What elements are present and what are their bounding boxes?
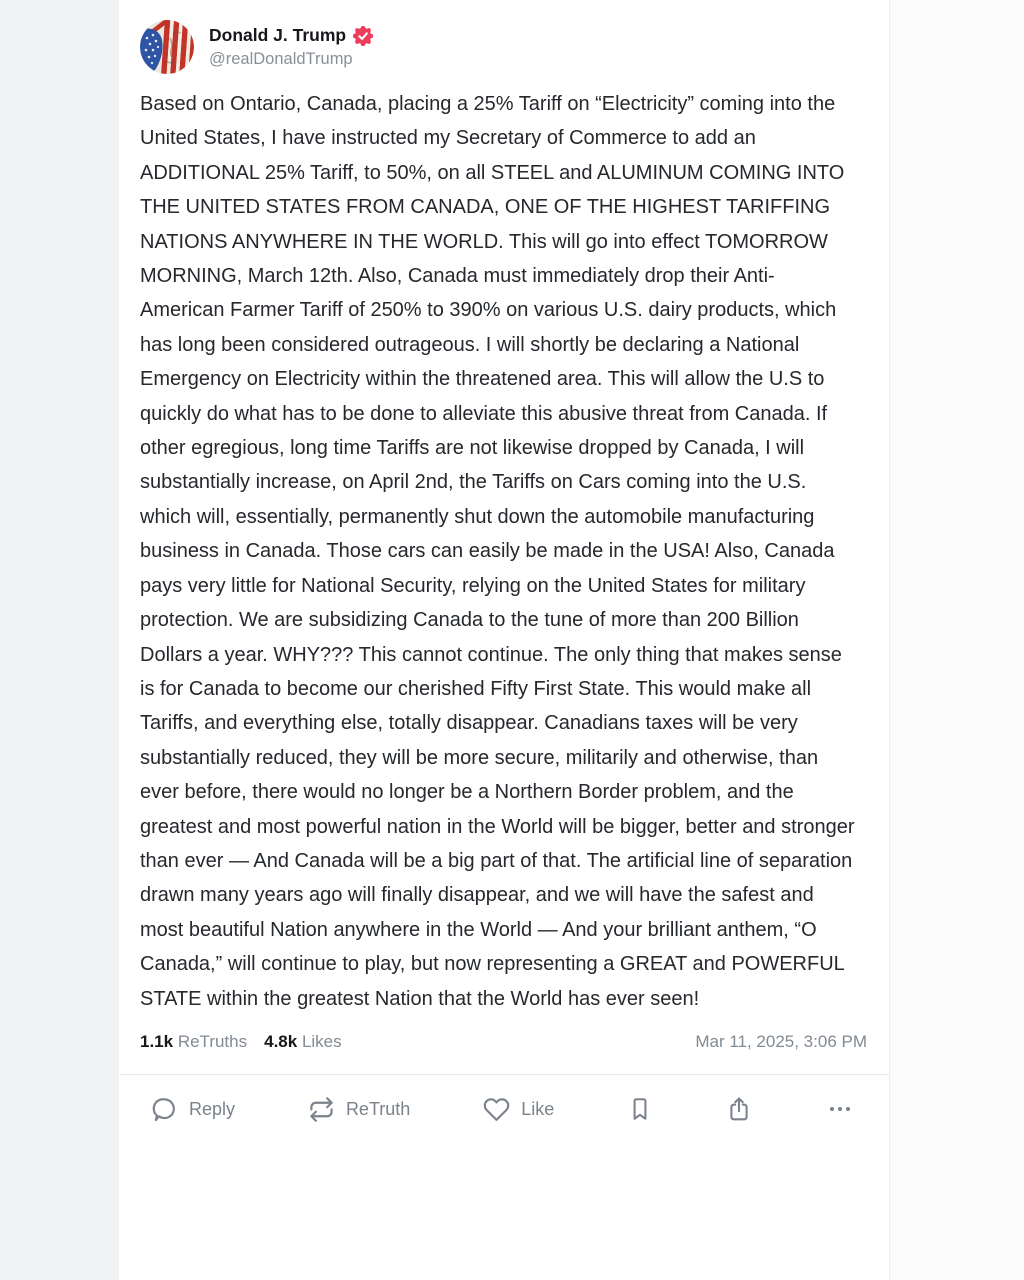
retruths-count: 1.1k — [140, 1031, 174, 1051]
ellipsis-icon — [825, 1097, 855, 1121]
retruths-stat[interactable] — [140, 1032, 247, 1052]
bookmark-icon — [627, 1096, 653, 1122]
author-name-row — [209, 25, 373, 46]
post-body-text: Based on Ontario, Canada, placing a 25% Tariff on “Electricity” coming into the United States, I have instructed my Secretary of Commerce to add an ADDITIONAL 25% Tariff, to 50%, on all STEEL and ALUMINUM COMING INTO THE UNITED STATES FROM CANADA, ONE OF THE HIGHEST TARIFFING NATIONS ANYWHERE IN THE WORLD. This will go into effect TOMORROW MORNING, March 12th. Also, Canada must immediately drop their Anti-American Farmer Tariff of 250% to 390% on various U.S. dairy products, which has long been considered outrageous. I will shortly be declaring a National Emergency on Electricity within the threatened area. This will allow the U.S to quickly do what has to be done to alleviate this abusive threat from Canada. If other egregious, long time Tariffs are not likewise dropped by Canada, I will substantially increase, on April 2nd, the Tariffs on Cars coming into the U.S. which will, essentially, permanently shut down the automobile manufacturing business in Canada. Those cars can easily be made in the USA! Also, Canada pays very little for National Security, relying on the United States for military protection. We are subsidizing Canada to the tune of more than 200 Billion Dollars a year. WHY??? This cannot continue. The only thing that makes sense is for Canada to become our cherished Fifty First State. This would make all Tariffs, and everything else, totally disappear. Canadians taxes will be very substantially reduced, they will be more secure, militarily and otherwise, than ever before, there would no longer be a Northern Border problem, and the greatest and most powerful nation in the World will be bigger, better and stronger than ever — And Canada will be a big part of that. The artificial line of separation drawn many years ago will finally disappear, and we will have the safest and most beautiful Nation anywhere in the World — And your brilliant anthem, “O Canada,” will continue to play, but now representing a GREAT and POWERFUL STATE within the greatest Nation that the World has ever seen! — [140, 93, 861, 1010]
speech-bubble-icon — [151, 1096, 178, 1123]
likes-count: 4.8k — [264, 1031, 298, 1051]
retruth-label: ReTruth — [345, 1098, 411, 1119]
retruth-button[interactable] — [308, 1096, 410, 1123]
likes-stat[interactable] — [264, 1032, 342, 1052]
bookmark-button[interactable] — [627, 1096, 653, 1122]
post-stats-row — [140, 1032, 867, 1074]
post-card — [119, 0, 889, 1075]
reply-button[interactable] — [151, 1096, 235, 1123]
post-header — [140, 20, 867, 74]
author-block — [209, 25, 373, 69]
like-button[interactable] — [483, 1096, 554, 1123]
share-button[interactable] — [726, 1096, 752, 1122]
post-timestamp: Mar 11, 2025, 3:06 PM — [695, 1031, 867, 1051]
retruths-label: ReTruths — [177, 1031, 248, 1051]
post-column — [119, 0, 890, 1280]
heart-icon — [483, 1096, 510, 1123]
post-action-bar — [119, 1075, 889, 1123]
like-label: Like — [521, 1098, 555, 1119]
verified-badge-icon — [353, 26, 373, 46]
page-background-left — [0, 0, 119, 1280]
author-handle[interactable]: @realDonaldTrump — [209, 50, 353, 68]
author-name[interactable]: Donald J. Trump — [209, 25, 347, 45]
more-options-button[interactable] — [825, 1097, 855, 1121]
share-arrow-icon — [726, 1096, 752, 1122]
repeat-arrows-icon — [308, 1096, 335, 1123]
author-avatar[interactable] — [140, 20, 194, 74]
likes-label: Likes — [301, 1031, 342, 1051]
reply-label: Reply — [189, 1098, 236, 1119]
flag-face-avatar-image — [140, 20, 194, 74]
